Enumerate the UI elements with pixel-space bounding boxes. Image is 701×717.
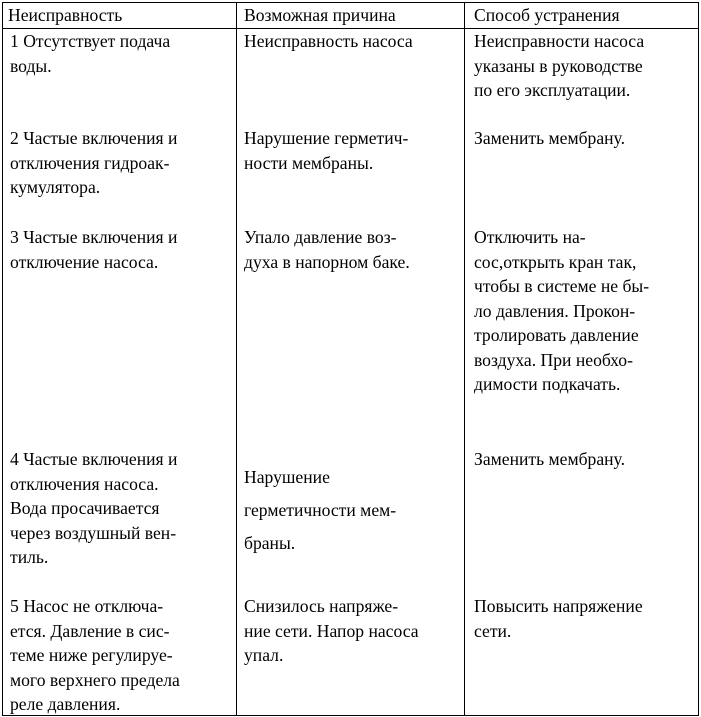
column-divider-1 [236, 2, 237, 716]
row-1-cause: Неисправность насоса [244, 31, 413, 51]
row-3-remedy: Отключить на- сос,открыть кран так, чтобы в системе не бы- ло давления. Прокон- тролировать давление воздуха. При необхо- димости подкачать. [474, 227, 650, 394]
row-5-remedy: Повысить напряжение сети. [474, 596, 643, 641]
row-2-cause: Нарушение герметич- ности мембраны. [244, 128, 409, 173]
header-cause: Возможная причина [244, 5, 396, 25]
column-divider-2 [464, 2, 465, 716]
table-border-left [2, 2, 3, 716]
header-remedy: Способ устранения [474, 5, 620, 25]
row-4-cause: Нарушение герметичности мем- браны. [244, 467, 397, 553]
row-2-fault: 2 Частые включения и отключения гидроак- кумулятора. [10, 128, 178, 197]
table-border-right [698, 2, 699, 716]
row-4-fault: 4 Частые включения и отключения насоса. Вода просачивается через воздушный вен- тиль. [10, 449, 178, 567]
row-3-fault: 3 Частые включения и отключение насоса. [10, 227, 178, 272]
row-1-fault: 1 Отсутствует подача воды. [10, 31, 171, 76]
row-2-remedy: Заменить мембрану. [474, 128, 625, 148]
row-5-cause: Снизилось напряже- ние сети. Напор насоса упал. [244, 596, 419, 665]
header-fault: Неисправность [8, 5, 123, 25]
row-3-cause: Упало давление воз- духа в напорном баке. [244, 227, 410, 272]
row-4-remedy: Заменить мембрану. [474, 449, 625, 469]
row-1-remedy: Неисправности насоса указаны в руководстве по его эксплуатации. [474, 31, 645, 100]
row-5-fault: 5 Насос не отключа- ется. Давление в сис- теме ниже регулируе- мого верхнего предела реле давления. [10, 596, 180, 714]
